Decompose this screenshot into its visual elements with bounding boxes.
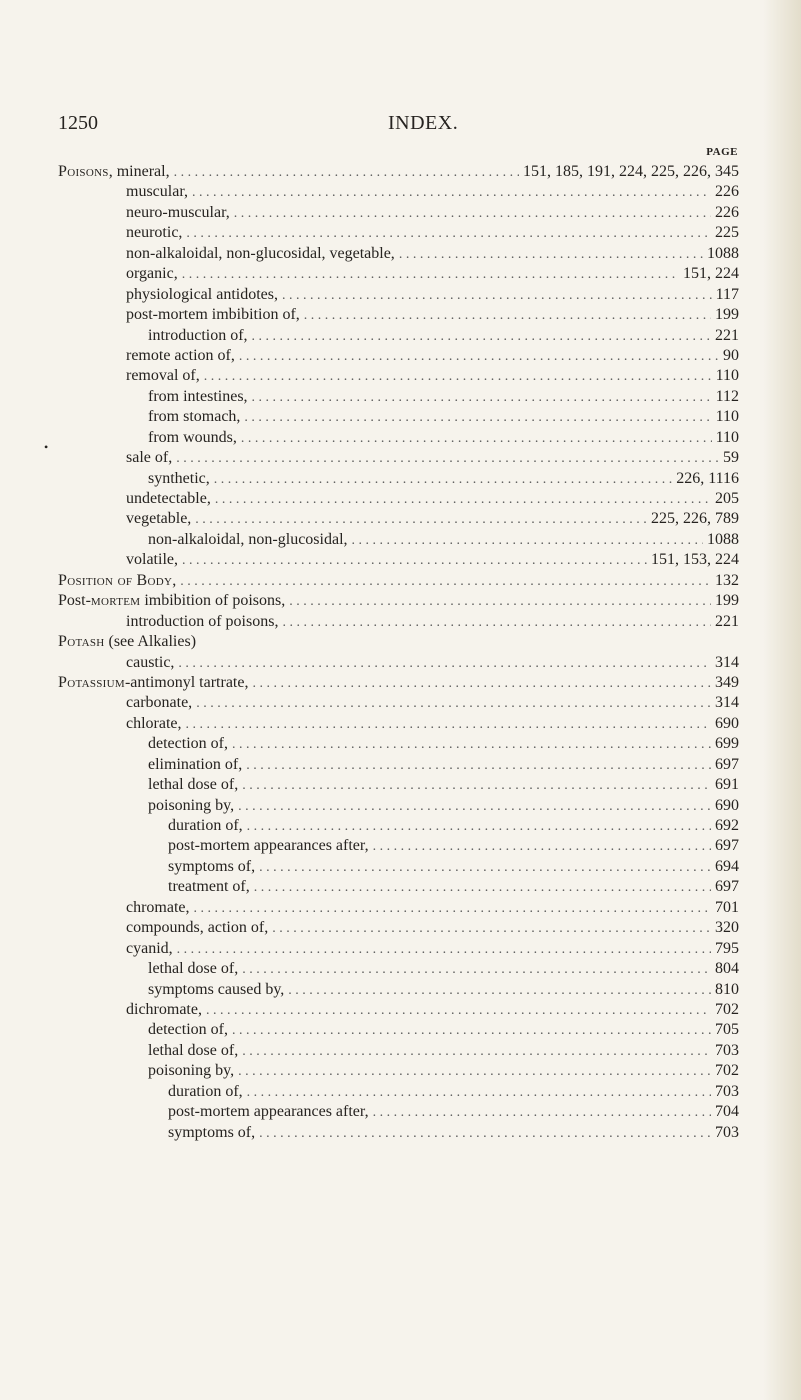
dot-leader bbox=[304, 306, 711, 325]
index-entry bbox=[58, 530, 739, 550]
index-term: sale of, bbox=[126, 449, 173, 467]
index-page-refs: 90 bbox=[723, 346, 739, 364]
dot-leader bbox=[182, 551, 647, 570]
dot-leader bbox=[247, 1083, 711, 1102]
dot-leader bbox=[215, 490, 711, 509]
index-term: chromate, bbox=[126, 898, 190, 916]
index-page-refs: 699 bbox=[715, 735, 739, 753]
index-page-refs: 705 bbox=[715, 1021, 739, 1039]
dot-leader bbox=[238, 797, 711, 816]
dot-leader bbox=[195, 510, 647, 529]
index-term: chlorate, bbox=[126, 714, 182, 732]
index-entry bbox=[58, 877, 739, 897]
index-page-refs: 702 bbox=[715, 1062, 739, 1080]
index-term: volatile, bbox=[126, 551, 178, 569]
index-entry bbox=[58, 326, 739, 346]
index-term: Potassium-antimonyl tartrate, bbox=[58, 673, 249, 691]
index-page-refs: 314 bbox=[715, 694, 739, 712]
index-page-refs: 1088 bbox=[707, 244, 739, 262]
bullet-mark-icon: • bbox=[44, 440, 49, 454]
index-page-refs: 690 bbox=[715, 714, 739, 732]
dot-leader bbox=[204, 367, 712, 386]
index-page-refs: 795 bbox=[715, 939, 739, 957]
index-term: introduction of, bbox=[148, 326, 248, 344]
index-term: detection of, bbox=[148, 735, 228, 753]
dot-leader bbox=[178, 654, 711, 673]
index-term: poisoning by, bbox=[148, 796, 235, 814]
dot-leader bbox=[232, 735, 711, 754]
index-entry bbox=[58, 612, 739, 632]
index-term: post-mortem imbibition of, bbox=[126, 306, 300, 324]
index-term: vegetable, bbox=[126, 510, 192, 528]
index-page-refs: 112 bbox=[715, 387, 739, 405]
index-entry bbox=[58, 223, 739, 243]
index-entry bbox=[58, 203, 739, 223]
index-term: post-mortem appearances after, bbox=[168, 1103, 369, 1121]
index-page-refs: 320 bbox=[715, 919, 739, 937]
dot-leader bbox=[289, 592, 711, 611]
index-page-refs: 697 bbox=[715, 837, 739, 855]
index-entry bbox=[58, 264, 739, 284]
dot-leader bbox=[242, 776, 711, 795]
index-entry bbox=[58, 1041, 739, 1061]
index-page-refs: 110 bbox=[715, 367, 739, 385]
index-term: physiological antidotes, bbox=[126, 285, 278, 303]
index-entry bbox=[58, 182, 739, 202]
index-entry bbox=[58, 734, 739, 754]
index-page-refs: 226 bbox=[715, 203, 739, 221]
dot-leader bbox=[176, 449, 719, 468]
index-entry bbox=[58, 1000, 739, 1020]
index-entry bbox=[58, 755, 739, 775]
index-term: elimination of, bbox=[148, 755, 243, 773]
index-term: duration of, bbox=[168, 1082, 243, 1100]
dot-leader bbox=[399, 245, 703, 264]
index-page-refs: 205 bbox=[715, 490, 739, 507]
index-entry bbox=[58, 939, 739, 959]
index-term: undetectable, bbox=[126, 490, 211, 507]
index-term: remote action of, bbox=[126, 346, 235, 364]
index-entry bbox=[58, 1082, 739, 1102]
index-entry bbox=[58, 918, 739, 938]
index-term: from stomach, bbox=[148, 408, 241, 426]
page-number: 1250 bbox=[58, 112, 98, 134]
index-page-refs: 697 bbox=[715, 878, 739, 896]
index-term: Position of Body, bbox=[58, 571, 177, 589]
dot-leader bbox=[254, 878, 711, 897]
running-title: INDEX. bbox=[388, 112, 459, 134]
index-term: poisoning by, bbox=[148, 1062, 235, 1080]
index-page-refs: 1088 bbox=[707, 530, 739, 548]
index-entry bbox=[58, 366, 739, 386]
index-page-refs: 226, 1116 bbox=[676, 469, 739, 487]
index-entry bbox=[58, 407, 739, 427]
index-term: detection of, bbox=[148, 1021, 228, 1039]
index-term: from intestines, bbox=[148, 387, 248, 405]
index-page-refs: 151, 185, 191, 224, 225, 226, 345 bbox=[523, 163, 739, 180]
dot-leader bbox=[196, 694, 711, 713]
index-term: Post-mortem imbibition of poisons, bbox=[58, 592, 286, 610]
index-entry bbox=[58, 1061, 739, 1081]
index-term: duration of, bbox=[168, 817, 243, 834]
dot-leader bbox=[174, 163, 519, 182]
dot-leader bbox=[206, 1001, 711, 1020]
index-term: from wounds, bbox=[148, 428, 237, 446]
dot-leader bbox=[282, 613, 711, 632]
index-page-refs: 225, 226, 789 bbox=[651, 510, 739, 528]
index-entry bbox=[58, 898, 739, 918]
index-entry bbox=[58, 959, 739, 979]
dot-leader bbox=[252, 674, 711, 693]
index-page-refs: 804 bbox=[715, 960, 739, 978]
index-entry bbox=[58, 796, 739, 816]
index-term: lethal dose of, bbox=[148, 960, 239, 978]
index-page-refs: 199 bbox=[715, 592, 739, 610]
dot-leader bbox=[182, 265, 679, 284]
dot-leader bbox=[177, 940, 711, 959]
dot-leader bbox=[373, 1103, 711, 1122]
index-page-refs: 703 bbox=[715, 1123, 739, 1141]
index-page-refs: 691 bbox=[715, 776, 739, 794]
index-term: removal of, bbox=[126, 367, 200, 385]
dot-leader bbox=[232, 1021, 711, 1040]
index-page-refs: 694 bbox=[715, 857, 739, 875]
index-entry bbox=[58, 469, 739, 489]
dot-leader bbox=[252, 388, 712, 407]
index-term: caustic, bbox=[126, 653, 175, 671]
index-page-refs: 690 bbox=[715, 796, 739, 814]
index-term: Poisons, mineral, bbox=[58, 163, 170, 180]
index-entry bbox=[58, 1020, 739, 1040]
index-page-refs: 810 bbox=[715, 980, 739, 998]
index-page-refs: 199 bbox=[715, 306, 739, 324]
index-page-refs: 703 bbox=[715, 1082, 739, 1100]
index-term: cyanid, bbox=[126, 939, 173, 957]
index-page-refs: 702 bbox=[715, 1000, 739, 1018]
index-page-refs: 59 bbox=[723, 449, 739, 467]
index-term: post-mortem appearances after, bbox=[168, 837, 369, 855]
dot-leader bbox=[241, 429, 712, 448]
index-entry bbox=[58, 836, 739, 856]
index-entry bbox=[58, 428, 739, 448]
index-term: lethal dose of, bbox=[148, 1041, 239, 1059]
index-page-refs: 151, 224 bbox=[683, 265, 739, 283]
index-term: symptoms of, bbox=[168, 857, 256, 875]
dot-leader bbox=[192, 183, 711, 202]
index-page-refs: 151, 153, 224 bbox=[651, 551, 739, 569]
dot-leader bbox=[239, 347, 719, 366]
index-page-refs: 110 bbox=[715, 428, 739, 446]
index-term: treatment of, bbox=[168, 878, 250, 896]
index-entry bbox=[58, 591, 739, 611]
dot-leader bbox=[244, 408, 711, 427]
index-entry bbox=[58, 162, 739, 182]
index-page-refs: 349 bbox=[715, 673, 739, 691]
index-entry bbox=[58, 673, 739, 693]
dot-leader bbox=[288, 981, 711, 1000]
index-page-refs: 117 bbox=[715, 285, 739, 303]
index-term: muscular, bbox=[126, 183, 189, 201]
index-page-refs: 703 bbox=[715, 1041, 739, 1059]
index-page-refs: 221 bbox=[715, 326, 739, 344]
index-term: organic, bbox=[126, 265, 178, 283]
index-term: symptoms of, bbox=[168, 1123, 256, 1141]
index-page-refs: 314 bbox=[715, 653, 739, 671]
dot-leader bbox=[247, 817, 711, 836]
index-entry bbox=[58, 571, 739, 591]
index-page-refs: 225 bbox=[715, 224, 739, 242]
dot-leader bbox=[242, 1042, 711, 1061]
index-list bbox=[58, 162, 739, 1143]
dot-leader bbox=[234, 204, 711, 223]
index-entry bbox=[58, 305, 739, 325]
index-page-refs: 226 bbox=[715, 183, 739, 201]
index-page-refs: 692 bbox=[715, 817, 739, 834]
dot-leader bbox=[352, 531, 703, 550]
dot-leader bbox=[238, 1062, 711, 1081]
index-term: non-alkaloidal, non-glucosidal, bbox=[148, 530, 348, 548]
dot-leader bbox=[180, 572, 711, 591]
index-term: lethal dose of, bbox=[148, 776, 239, 794]
index-term: compounds, action of, bbox=[126, 919, 269, 937]
index-term: synthetic, bbox=[148, 469, 210, 487]
index-term: introduction of poisons, bbox=[126, 612, 279, 630]
index-entry bbox=[58, 346, 739, 366]
dot-leader bbox=[282, 286, 712, 305]
dot-leader bbox=[252, 327, 711, 346]
dot-leader bbox=[194, 899, 711, 918]
page-header bbox=[58, 112, 738, 142]
dot-leader bbox=[259, 1124, 711, 1143]
index-term: neurotic, bbox=[126, 224, 183, 242]
dot-leader bbox=[242, 960, 711, 979]
index-entry bbox=[58, 448, 739, 468]
index-entry bbox=[58, 489, 739, 509]
index-term: symptoms caused by, bbox=[148, 980, 285, 998]
dot-leader bbox=[373, 837, 711, 856]
dot-leader bbox=[214, 470, 672, 489]
index-entry bbox=[58, 816, 739, 836]
index-entry bbox=[58, 775, 739, 795]
index-term: carbonate, bbox=[126, 694, 193, 712]
index-entry bbox=[58, 387, 739, 407]
index-page-refs: 221 bbox=[715, 612, 739, 630]
index-page-refs: 701 bbox=[715, 898, 739, 916]
index-term: dichromate, bbox=[126, 1000, 202, 1018]
dot-leader bbox=[246, 756, 711, 775]
page-column-label: PAGE bbox=[706, 146, 738, 158]
dot-leader bbox=[186, 715, 711, 734]
index-page-refs: 697 bbox=[715, 755, 739, 773]
index-entry bbox=[58, 693, 739, 713]
dot-leader bbox=[186, 224, 711, 243]
dot-leader bbox=[272, 919, 711, 938]
index-entry bbox=[58, 244, 739, 264]
index-entry bbox=[58, 714, 739, 734]
index-term: Potash (see Alkalies) bbox=[58, 633, 197, 651]
index-page-refs: 110 bbox=[715, 408, 739, 426]
index-entry bbox=[58, 550, 739, 570]
page-edge-shading bbox=[763, 0, 801, 1400]
index-page-refs: 704 bbox=[715, 1103, 739, 1121]
index-term: non-alkaloidal, non-glucosidal, vegetable, bbox=[126, 244, 395, 262]
index-entry bbox=[58, 285, 739, 305]
dot-leader bbox=[259, 858, 711, 877]
index-entry bbox=[58, 509, 739, 529]
index-entry bbox=[58, 653, 739, 673]
index-entry bbox=[58, 1123, 739, 1143]
index-entry bbox=[58, 632, 739, 652]
index-entry bbox=[58, 1102, 739, 1122]
index-entry bbox=[58, 857, 739, 877]
index-page-refs: 132 bbox=[715, 571, 739, 589]
index-term: neuro-muscular, bbox=[126, 203, 230, 221]
index-entry bbox=[58, 980, 739, 1000]
